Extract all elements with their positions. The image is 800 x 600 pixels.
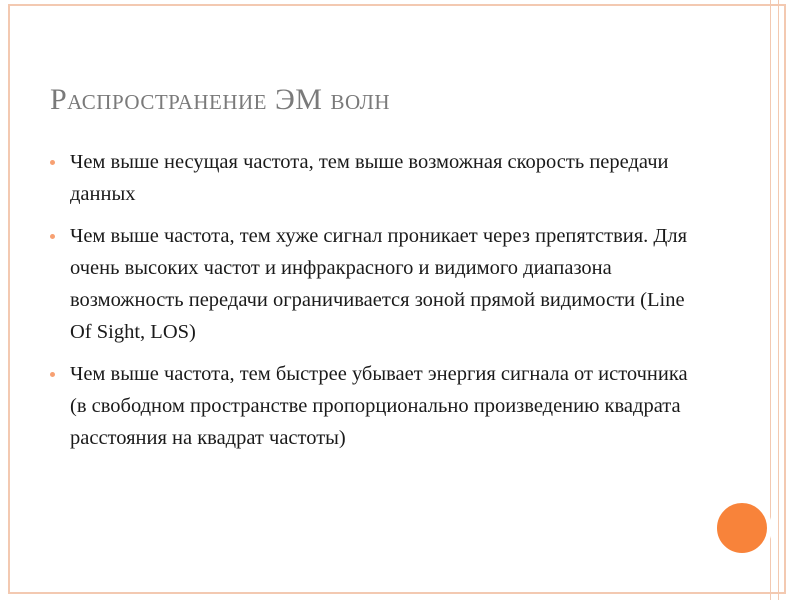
slide-title: Распространение ЭМ волн (50, 83, 390, 116)
bullet-dot-icon (50, 234, 55, 239)
bullet-dot-icon (50, 160, 55, 165)
decorative-orange-circle (712, 498, 772, 558)
bullet-text: Чем выше частота, тем быстрее убывает энергия сигнала от источника (в свободном пространстве пропорционально произведению квадрата расстояния на квадрат частоты) (70, 363, 688, 449)
decorative-vertical-line (778, 0, 779, 600)
bullet-item (50, 146, 690, 210)
decorative-vertical-line (770, 0, 771, 600)
bullet-list (50, 146, 690, 464)
bullet-item (50, 358, 690, 454)
bullet-item (50, 220, 690, 348)
bullet-dot-icon (50, 372, 55, 377)
bullet-text: Чем выше частота, тем хуже сигнал проникает через препятствия. Для очень высоких частот и инфракрасного и видимого диапазона возможность передачи ограничивается зоной прямой видимости (Line Of Sight, LOS) (70, 225, 688, 343)
bullet-text: Чем выше несущая частота, тем выше возможная скорость передачи данных (70, 151, 669, 205)
